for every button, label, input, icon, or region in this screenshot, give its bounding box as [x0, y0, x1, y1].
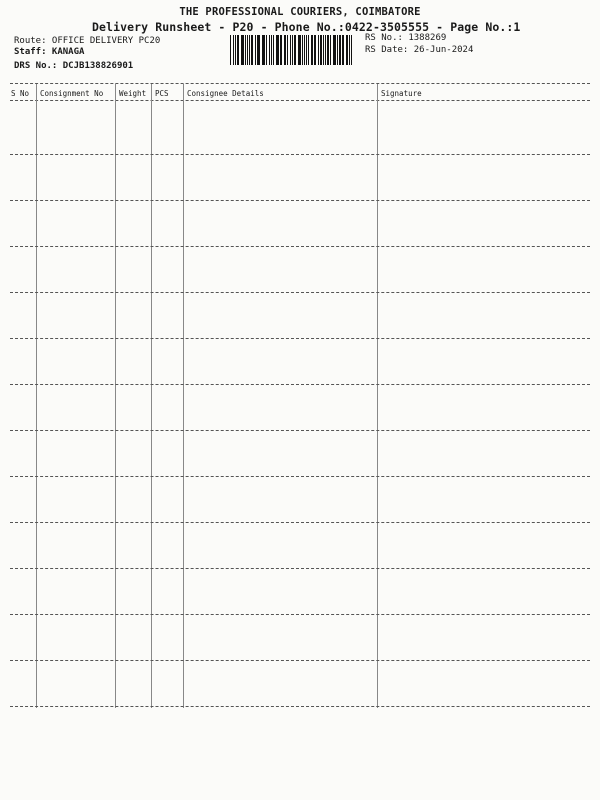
- barcode-bar: [333, 35, 334, 65]
- rs-date: RS Date: 26-Jun-2024: [365, 45, 474, 55]
- barcode-bar: [263, 35, 265, 65]
- barcode-bar: [349, 35, 350, 65]
- barcode-bar: [304, 35, 305, 65]
- barcode-bar: [337, 35, 338, 65]
- header-bottom-rule: [10, 100, 590, 101]
- barcode-bar: [327, 35, 329, 65]
- barcode-bar: [290, 35, 291, 65]
- barcode-bar: [237, 35, 239, 65]
- barcode-bar: [245, 35, 246, 65]
- barcode-bar: [299, 35, 300, 65]
- row-divider: [10, 338, 590, 339]
- barcode-bar: [311, 35, 313, 65]
- row-divider: [10, 706, 590, 707]
- header-top-rule: [10, 83, 590, 84]
- barcode-bar: [262, 35, 263, 65]
- barcode-bar: [351, 35, 352, 65]
- barcode-bar: [273, 35, 274, 65]
- barcode-bar: [287, 35, 288, 65]
- barcode-bar: [247, 35, 248, 65]
- drs-number: DRS No.: DCJB138826901: [14, 61, 134, 71]
- barcode-bar: [255, 35, 256, 65]
- route-label: Route: OFFICE DELIVERY PC20: [14, 36, 161, 46]
- barcode-bar: [284, 35, 285, 65]
- row-divider: [10, 522, 590, 523]
- barcode-bar: [269, 35, 270, 65]
- col-header-pcs: PCS: [155, 89, 169, 98]
- barcode-bar: [320, 35, 321, 65]
- row-divider: [10, 200, 590, 201]
- barcode-bar: [323, 35, 324, 65]
- barcode-bar: [314, 35, 315, 65]
- col-header-consignee: Consignee Details: [187, 89, 264, 98]
- col-header-sno: S No: [11, 89, 30, 98]
- barcode-bar: [302, 35, 303, 65]
- barcode-bar: [308, 35, 309, 65]
- barcode-bar: [271, 35, 272, 65]
- barcode-bar: [306, 35, 307, 65]
- row-divider: [10, 154, 590, 155]
- barcode-bar: [343, 35, 344, 65]
- barcode-bar: [249, 35, 250, 65]
- row-divider: [10, 614, 590, 615]
- barcode-bar: [330, 35, 331, 65]
- barcode-bar: [339, 35, 340, 65]
- barcode-bar: [233, 35, 234, 65]
- row-divider: [10, 384, 590, 385]
- barcode-bar: [318, 35, 319, 65]
- barcode-bar: [325, 35, 326, 65]
- barcode: [230, 35, 354, 65]
- barcode-bar: [298, 35, 299, 65]
- staff-label: Staff: KANAGA: [14, 47, 85, 57]
- row-divider: [10, 568, 590, 569]
- row-divider: [10, 246, 590, 247]
- barcode-bar: [230, 35, 231, 65]
- barcode-bar: [241, 35, 242, 65]
- col-header-weight: Weight: [119, 89, 147, 98]
- barcode-bar: [266, 35, 267, 65]
- barcode-bar: [342, 35, 343, 65]
- barcode-bar: [334, 35, 335, 65]
- col-header-signature: Signature: [381, 89, 422, 98]
- barcode-bar: [280, 35, 281, 65]
- barcode-bar: [251, 35, 253, 65]
- barcode-bar: [315, 35, 316, 65]
- barcode-bar: [277, 35, 279, 65]
- barcode-bar: [294, 35, 296, 65]
- row-divider: [10, 476, 590, 477]
- barcode-bar: [346, 35, 348, 65]
- col-header-consignment: Consignment No: [40, 89, 104, 98]
- barcode-bar: [235, 35, 236, 65]
- barcode-bar: [285, 35, 286, 65]
- barcode-bar: [276, 35, 277, 65]
- barcode-bar: [242, 35, 243, 65]
- row-divider: [10, 292, 590, 293]
- row-divider: [10, 430, 590, 431]
- rs-number: RS No.: 1388269: [365, 33, 447, 43]
- row-divider: [10, 660, 590, 661]
- company-title: THE PROFESSIONAL COURIERS, COIMBATORE: [179, 6, 421, 18]
- runsheet-title: Delivery Runsheet - P20 - Phone No.:0422-3505555 - Page No.:1: [92, 20, 521, 34]
- barcode-bar: [257, 35, 258, 65]
- barcode-bar: [258, 35, 259, 65]
- barcode-bar: [292, 35, 293, 65]
